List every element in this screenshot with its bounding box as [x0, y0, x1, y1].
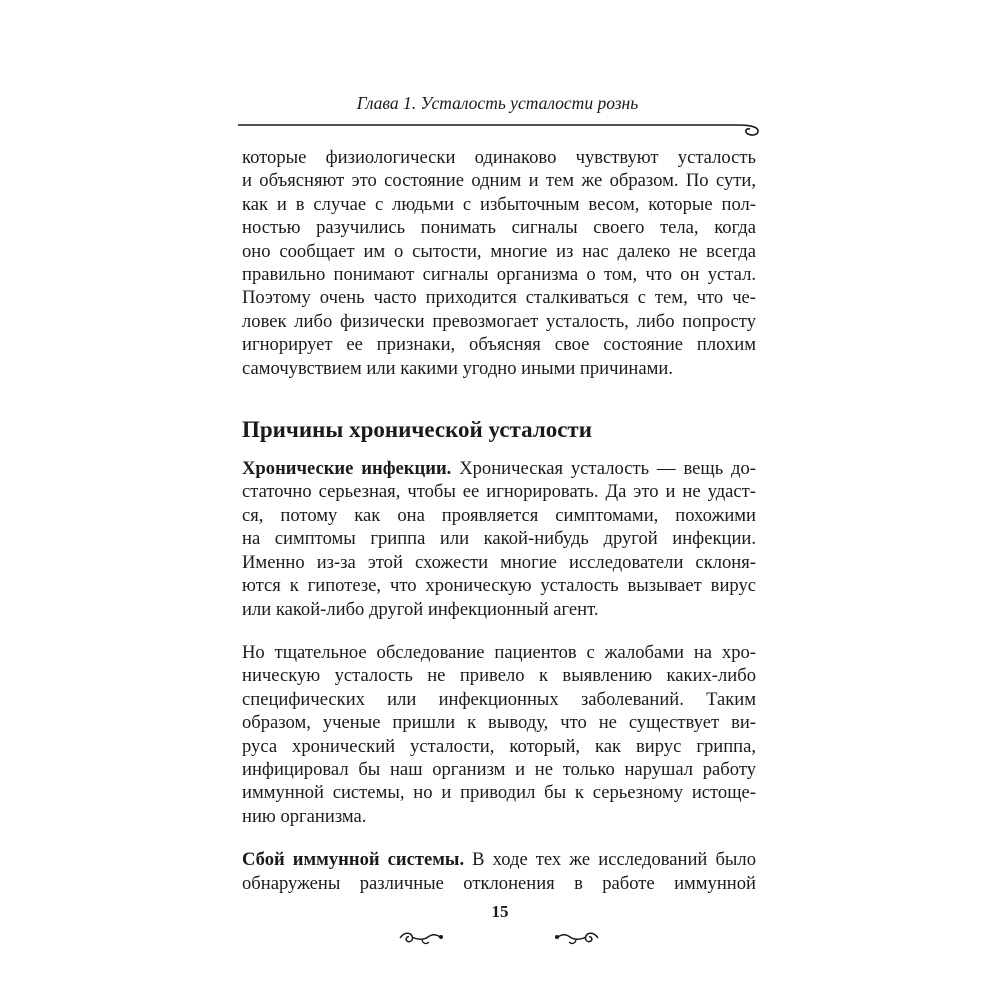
paragraph-2	[242, 457, 756, 621]
text-line: обнаружены различные отклонения в работе иммунной	[242, 872, 756, 894]
running-head: Глава 1. Усталость усталости рознь	[356, 93, 639, 113]
text-line: на симптомы гриппа или какой-нибудь другой инфекции.	[242, 528, 756, 550]
text-line: Но тщательное обследование пациентов с жалобами на хро-	[242, 641, 756, 663]
text-line: ностью разучились понимать сигналы своего тела, когда	[242, 217, 756, 239]
text-line	[242, 457, 756, 480]
paragraph-lead: Сбой иммунной системы.	[242, 849, 465, 871]
text-line: инфицировал бы наш организм и не только нарушал работу	[242, 758, 756, 780]
text-line: ловек либо физически превозмогает усталость, либо попросту	[242, 310, 756, 332]
paragraph-1	[242, 146, 756, 380]
flourish-ornament-icon	[398, 926, 444, 948]
text-line: образом, ученые пришли к выводу, что не существует ви-	[242, 712, 756, 734]
section-heading: Причины хронической усталости	[242, 417, 592, 443]
text-line: или какой-либо другой инфекционный агент.	[242, 598, 599, 620]
text-line: ся, потому как она проявляется симптомами, похожими	[242, 504, 756, 526]
text-line: специфических или инфекционных заболеваний. Таким	[242, 688, 756, 710]
text-line: как и в случае с людьми с избыточным весом, которые пол-	[242, 193, 756, 215]
text-line: самочувствием или какими угодно иными причинами.	[242, 357, 673, 379]
text-line: правильно понимают сигналы организма о том, что он устал.	[242, 264, 756, 286]
text-line: иммунной системы, но и приводил бы к серьезному истоще-	[242, 782, 756, 804]
paragraph-4	[242, 848, 756, 895]
text-line: нию организма.	[242, 805, 367, 827]
text-line: статочно серьезная, чтобы ее игнорировать. Да это и не удаст-	[242, 481, 756, 503]
paragraph-lead: Хронические инфекции.	[242, 458, 452, 480]
text-line: Именно из-за этой схожести многие исследователи склоня-	[242, 551, 756, 573]
header-rule	[238, 116, 762, 140]
text-line: руса хронический усталости, который, как вирус гриппа,	[242, 735, 756, 757]
flourish-ornament-icon	[554, 926, 600, 948]
text-line: игнорирует ее признаки, объясняя свое состояние плохим	[242, 334, 756, 356]
text-line: и объясняют это состояние одним и тем же образом. По сути,	[242, 170, 756, 192]
text-line: ются к гипотезе, что хроническую усталость вызывает вирус	[242, 575, 756, 597]
text-fragment: Хроническая усталость — вещь до-	[451, 458, 756, 480]
text-line: которые физиологически одинаково чувствуют усталость	[242, 147, 756, 168]
text-line	[242, 848, 756, 871]
text-fragment: В ходе тех же исследований было	[464, 849, 756, 871]
paragraph-3	[242, 641, 756, 828]
text-line: Поэтому очень часто приходится сталкиваться с тем, что че-	[242, 287, 756, 309]
page-number: 15	[491, 902, 509, 921]
text-line: ническую усталость не привело к выявлению каких-либо	[242, 665, 756, 687]
text-line: оно сообщает им о сытости, многие из нас далеко не всегда	[242, 240, 756, 262]
page-body	[242, 146, 756, 895]
